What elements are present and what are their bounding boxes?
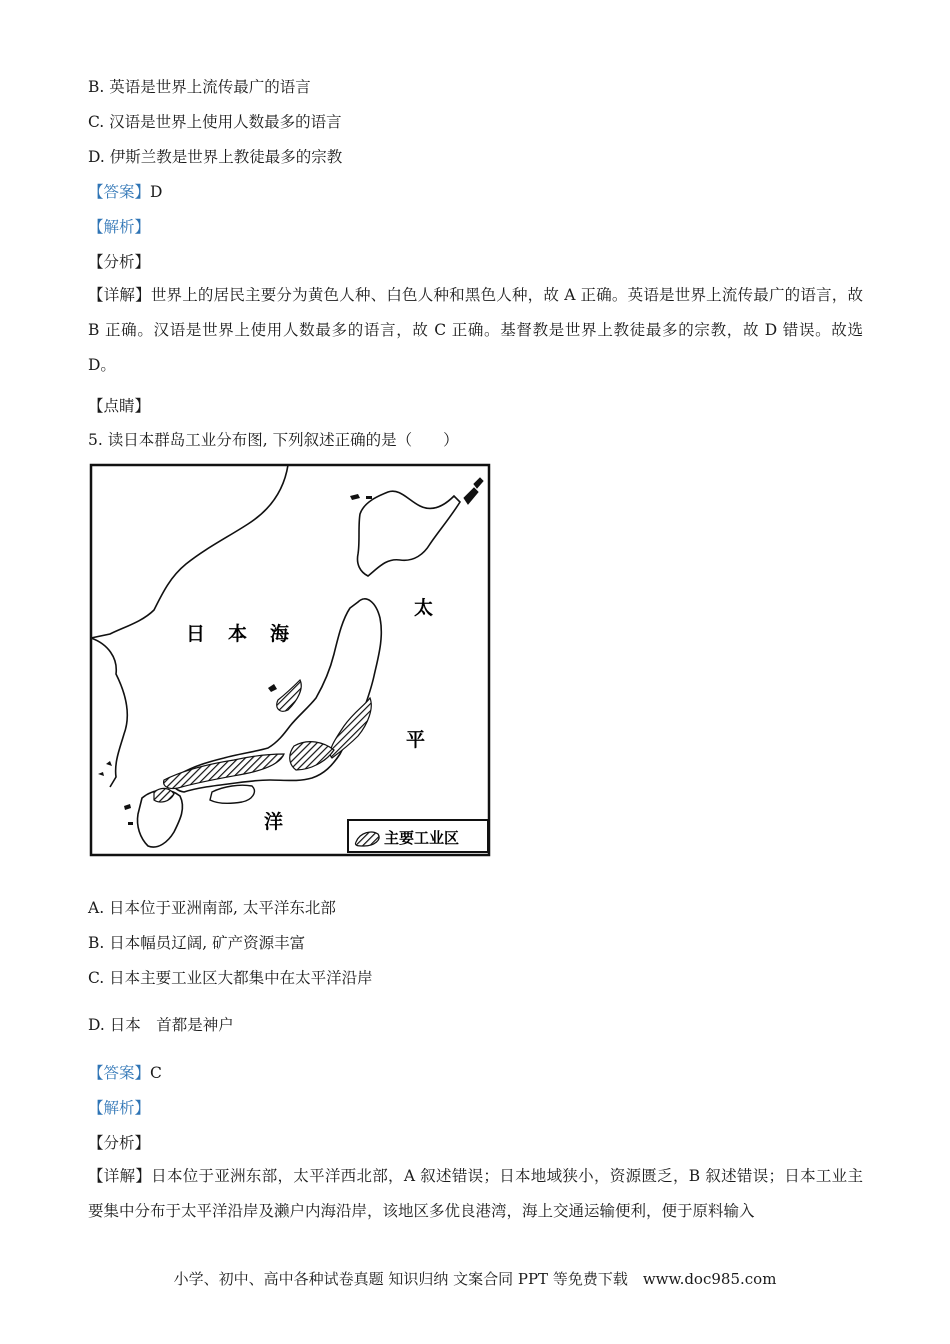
sea-label-1: 日 [186, 623, 206, 645]
q4-option-c: C. 汉语是世界上使用人数最多的语言 [88, 113, 342, 131]
q5-jiexi-tag: 【解析】 [88, 1099, 151, 1117]
q5-option-c: C. 日本主要工业区大都集中在太平洋沿岸 [88, 969, 373, 987]
q4-fenxi-tag: 【分析】 [88, 253, 151, 271]
q4-detail [88, 278, 863, 383]
legend-label: 主要工业区 [384, 829, 460, 847]
q5-option-d: D. 日本 首都是神户 [88, 1016, 234, 1034]
sea-label-2: 本 [228, 623, 248, 645]
sea-label-3: 海 [270, 623, 290, 645]
answer-tag: 【答案】 [88, 1064, 151, 1082]
detail-text: 日本位于亚洲东部，太平洋西北部，A 叙述错误；日本地域狭小，资源匮乏，B 叙述错误；日本工业主要集中分布于太平洋沿岸及濑户内海沿岸，该地区多优良港湾，海上交通运输便利，便于原料输入 [88, 1167, 863, 1220]
q5-answer [88, 1063, 162, 1083]
q4-option-b: B. 英语是世界上流传最广的语言 [88, 78, 311, 96]
detail-text: 世界上的居民主要分为黄色人种、白色人种和黑色人种，故 A 正确。英语是世界上流传最广的语言，故 B 正确。汉语是世界上使用人数最多的语言，故 C 正确。基督教是世界上教徒最多的宗教，故 D 错误。故选 D。 [88, 286, 863, 374]
q5-detail [88, 1159, 863, 1229]
q5-fenxi-tag: 【分析】 [88, 1134, 151, 1152]
answer-value: D [150, 183, 163, 201]
q4-jiexi-tag: 【解析】 [88, 218, 151, 236]
q5-stem: 5. 读日本群岛工业分布图, 下列叙述正确的是（ ） [88, 431, 459, 449]
detail-tag: 【详解】 [88, 1167, 152, 1185]
ocean-label-3: 洋 [264, 811, 284, 833]
q4-answer [88, 182, 162, 202]
detail-tag: 【详解】 [88, 286, 151, 304]
map-figure [88, 462, 492, 858]
answer-tag: 【答案】 [88, 183, 151, 201]
q5-option-a: A. 日本位于亚洲南部, 太平洋东北部 [88, 899, 336, 917]
q4-option-d: D. 伊斯兰教是世界上教徒最多的宗教 [88, 148, 343, 166]
answer-value: C [150, 1064, 162, 1082]
ocean-label-2: 平 [406, 729, 426, 751]
q5-option-b: B. 日本幅员辽阔, 矿产资源丰富 [88, 934, 306, 952]
page-footer: 小学、初中、高中各种试卷真题 知识归纳 文案合同 PPT 等免费下载 www.doc985.com [173, 1270, 777, 1288]
ocean-label-1: 太 [414, 597, 434, 619]
q4-dianjing-tag: 【点睛】 [88, 397, 151, 415]
japan-industry-map [88, 462, 492, 858]
